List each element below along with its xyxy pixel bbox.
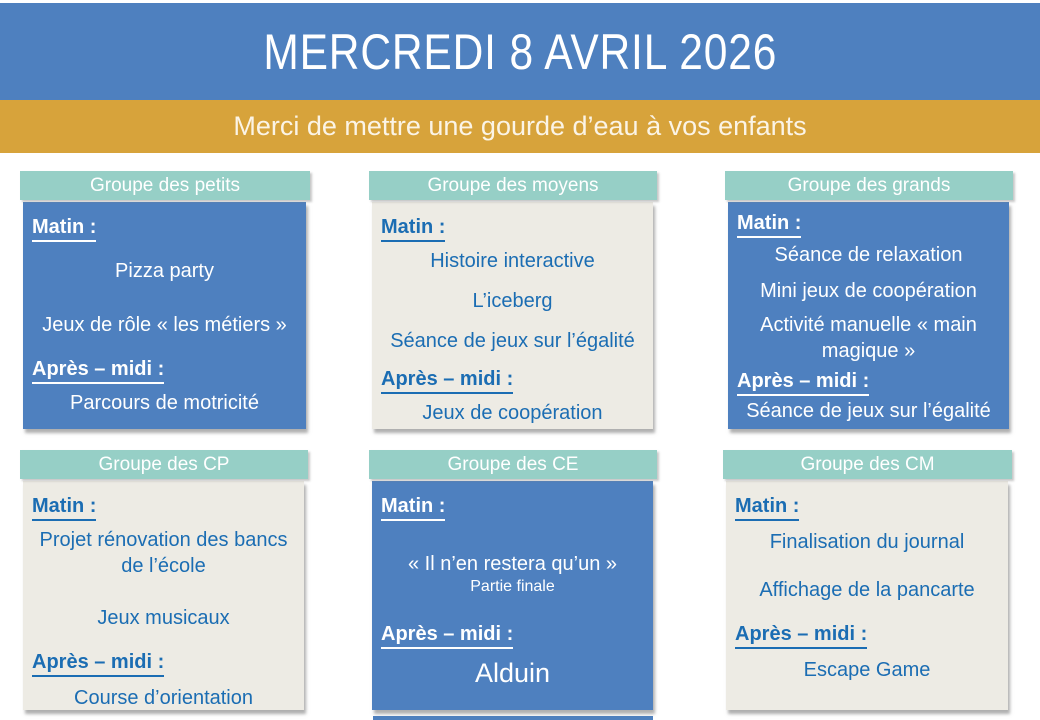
group-card-header xyxy=(369,450,657,479)
activity-item: Projet rénovation des bancs de l’école xyxy=(39,529,288,577)
group-card-cm xyxy=(723,450,1012,710)
group-card-header xyxy=(20,450,308,479)
group-title: Groupe des CM xyxy=(800,453,935,475)
morning-heading: Matin : xyxy=(726,493,1008,521)
morning-heading: Matin : xyxy=(728,210,1009,238)
group-card-body xyxy=(372,481,653,710)
group-card-body xyxy=(23,202,306,429)
activity-item: Séance de jeux sur l’égalité xyxy=(390,330,635,352)
activity-item: « Il n’en restera qu’un » xyxy=(407,553,618,575)
activity-item: Alduin xyxy=(474,658,551,688)
activity-item: Escape Game xyxy=(803,659,931,681)
slide-title: MERCREDI 8 AVRIL 2026 xyxy=(263,23,777,80)
afternoon-heading: Après – midi : xyxy=(23,356,306,384)
activity-item: Parcours de motricité xyxy=(70,392,259,414)
activity-item: Finalisation du journal xyxy=(769,531,965,553)
group-title: Groupe des petits xyxy=(90,174,240,196)
morning-heading: Matin : xyxy=(23,493,304,521)
afternoon-heading: Après – midi : xyxy=(728,368,1009,396)
activity-item: Jeux de coopération xyxy=(422,402,603,424)
activity-item: Course d’orientation xyxy=(74,687,253,709)
notice-text: Merci de mettre une gourde d’eau à vos enfants xyxy=(233,111,807,141)
group-card-body xyxy=(728,202,1009,429)
group-card-header xyxy=(369,171,657,200)
activity-item: Pizza party xyxy=(115,260,214,282)
group-title: Groupe des grands xyxy=(787,174,951,196)
morning-heading: Matin : xyxy=(23,214,306,242)
activity-item: Histoire interactive xyxy=(430,250,595,272)
group-card-grands xyxy=(725,171,1013,429)
group-card-header xyxy=(723,450,1012,479)
activity-item: Activité manuelle « main magique » xyxy=(760,314,977,362)
afternoon-heading: Après – midi : xyxy=(726,621,1008,649)
activity-item: Jeux de rôle « les métiers » xyxy=(42,314,287,336)
group-title: Groupe des moyens xyxy=(427,174,599,196)
activity-item: Mini jeux de coopération xyxy=(760,280,977,302)
afternoon-heading: Après – midi : xyxy=(23,649,304,677)
group-title: Groupe des CP xyxy=(98,453,230,475)
notice-banner xyxy=(0,100,1040,153)
group-card-body xyxy=(726,481,1008,710)
afternoon-heading: Après – midi : xyxy=(372,366,653,394)
group-card-body xyxy=(23,481,304,710)
group-card-cp xyxy=(20,450,308,710)
group-title: Groupe des CE xyxy=(447,453,579,475)
activity-item: Séance de jeux sur l’égalité xyxy=(746,400,991,422)
group-card-header xyxy=(20,171,310,200)
group-card-header xyxy=(725,171,1013,200)
afternoon-heading: Après – midi : xyxy=(372,621,653,649)
activity-item: Partie finale xyxy=(470,578,555,595)
group-card-moyens xyxy=(369,171,657,429)
morning-heading: Matin : xyxy=(372,493,653,521)
group-card-ce xyxy=(369,450,657,710)
group-card-body xyxy=(372,202,653,429)
group-card-petits xyxy=(20,171,310,429)
title-banner xyxy=(0,3,1040,100)
morning-heading: Matin : xyxy=(372,214,653,242)
cutoff-blue-box xyxy=(373,716,653,720)
activity-item: Séance de relaxation xyxy=(774,244,963,266)
activity-item: Jeux musicaux xyxy=(97,607,230,629)
activity-item: L’iceberg xyxy=(472,290,553,312)
activity-item: Affichage de la pancarte xyxy=(759,579,975,601)
